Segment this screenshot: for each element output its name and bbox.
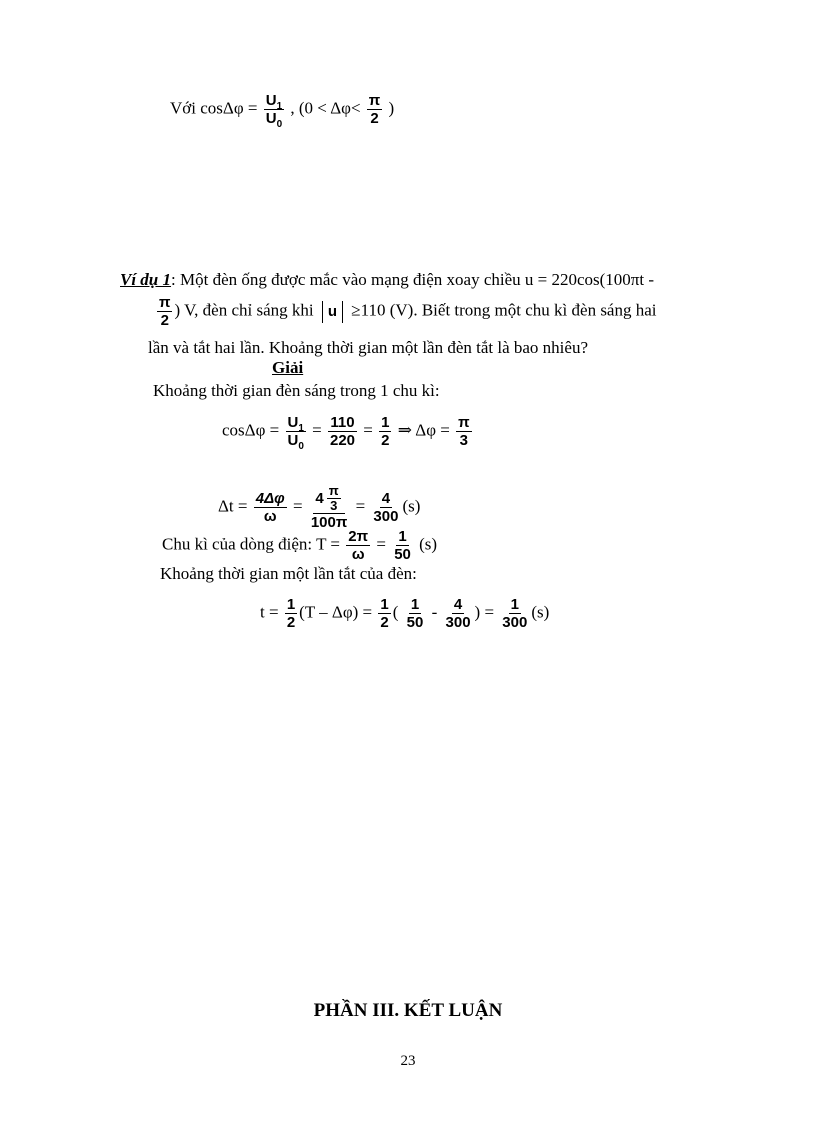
eq2-complex-fraction: 4 $\frac{\pi}{3}$ 100π bbox=[310, 483, 348, 531]
example-line-2 bbox=[155, 294, 657, 329]
eq4-1-over-2-a: $\frac{1}{2}$ bbox=[286, 596, 296, 631]
u1-over-u0-fraction: $\frac{U_1}{U_0}$ bbox=[265, 92, 283, 130]
eq4-1-over-300: $\frac{1}{300}$ bbox=[502, 596, 528, 631]
example-pi-over-2: $\frac{\pi}{2}$ bbox=[159, 294, 171, 329]
example-text-2a: ) V, đèn chỉ sáng khi bbox=[174, 300, 318, 320]
equation-t-off: t = $\frac{1}{2}$ (T – Δφ) = $\frac{1}{2}$ ( $\frac{1}{50}$ - $\frac{4}{300}$ ) = $\frac{1}{300}$ (s) bbox=[260, 596, 550, 631]
eq4-1-over-50: $\frac{1}{50}$ bbox=[406, 596, 424, 631]
eq4-4-over-300: $\frac{4}{300}$ bbox=[445, 596, 471, 631]
equation-delta-t: Δt = $\frac{4\Delta\varphi}{\omega}$ = 4 $\frac{\pi}{3}$ 100π = $\frac{4}{300}$ (s) bbox=[218, 483, 421, 531]
pi-over-2-fraction: $\frac{\pi}{2}$ bbox=[368, 92, 381, 127]
conclusion-heading: PHẦN III. KẾT LUẬN bbox=[313, 1000, 503, 1021]
solution-intro: Khoảng thời gian đèn sáng trong 1 chu kì: bbox=[153, 381, 440, 400]
equation-cos: cosΔφ = $\frac{U_1}{U_0}$ = $\frac{110}{220}$ = $\frac{1}{2}$ ⇒ Δφ = $\frac{\pi}{3}$ bbox=[222, 414, 470, 452]
eq2-4-over-300: $\frac{4}{300}$ bbox=[373, 490, 399, 525]
page-number: 23 bbox=[400, 1053, 416, 1069]
solution-title: Giải bbox=[272, 358, 304, 377]
example-text-1: : Một đèn ống được mắc vào mạng điện xoay chiều u = 220cos(100πt - bbox=[171, 270, 655, 289]
top-formula-range: , (0 < Δφ< bbox=[290, 98, 365, 118]
top-formula-prefix: Với cosΔφ = bbox=[170, 98, 262, 118]
eq1-110-over-220: $\frac{110}{220}$ bbox=[330, 414, 356, 449]
equation-period: Chu kì của dòng điện: T = $\frac{2\pi}{\omega}$ = $\frac{1}{50}$ (s) bbox=[162, 528, 438, 563]
top-formula bbox=[170, 92, 395, 130]
eq2-pi-over-3: $\frac{\pi}{3}$ bbox=[328, 483, 339, 513]
eq1-u-fraction: $\frac{U_1}{U_0}$ bbox=[287, 414, 304, 452]
eq2-4dphi-over-omega: $\frac{4\Delta\varphi}{\omega}$ bbox=[255, 490, 285, 525]
abs-u: u bbox=[322, 301, 343, 323]
example-line-3 bbox=[148, 338, 588, 358]
eq1-pi-over-3: $\frac{\pi}{3}$ bbox=[458, 414, 470, 449]
off-label: Khoảng thời gian một lần tắt của đèn: bbox=[160, 564, 417, 583]
top-formula-close: ) bbox=[388, 98, 395, 118]
example-line-1 bbox=[120, 270, 654, 290]
eq4-1-over-2-b: $\frac{1}{2}$ bbox=[380, 596, 389, 631]
example-label: Ví dụ 1 bbox=[120, 270, 172, 289]
example-text-3: lần và tắt hai lần. Khoảng thời gian một lần đèn tắt là bao nhiêu? bbox=[148, 338, 588, 357]
example-text-2b: ≥110 (V). Biết trong một chu kì đèn sáng hai bbox=[347, 300, 657, 320]
eq1-1-over-2: $\frac{1}{2}$ bbox=[381, 414, 390, 449]
eq3-1-over-50: $\frac{1}{50}$ bbox=[394, 528, 411, 563]
eq3-2pi-over-omega: $\frac{2\pi}{\omega}$ bbox=[348, 528, 369, 563]
